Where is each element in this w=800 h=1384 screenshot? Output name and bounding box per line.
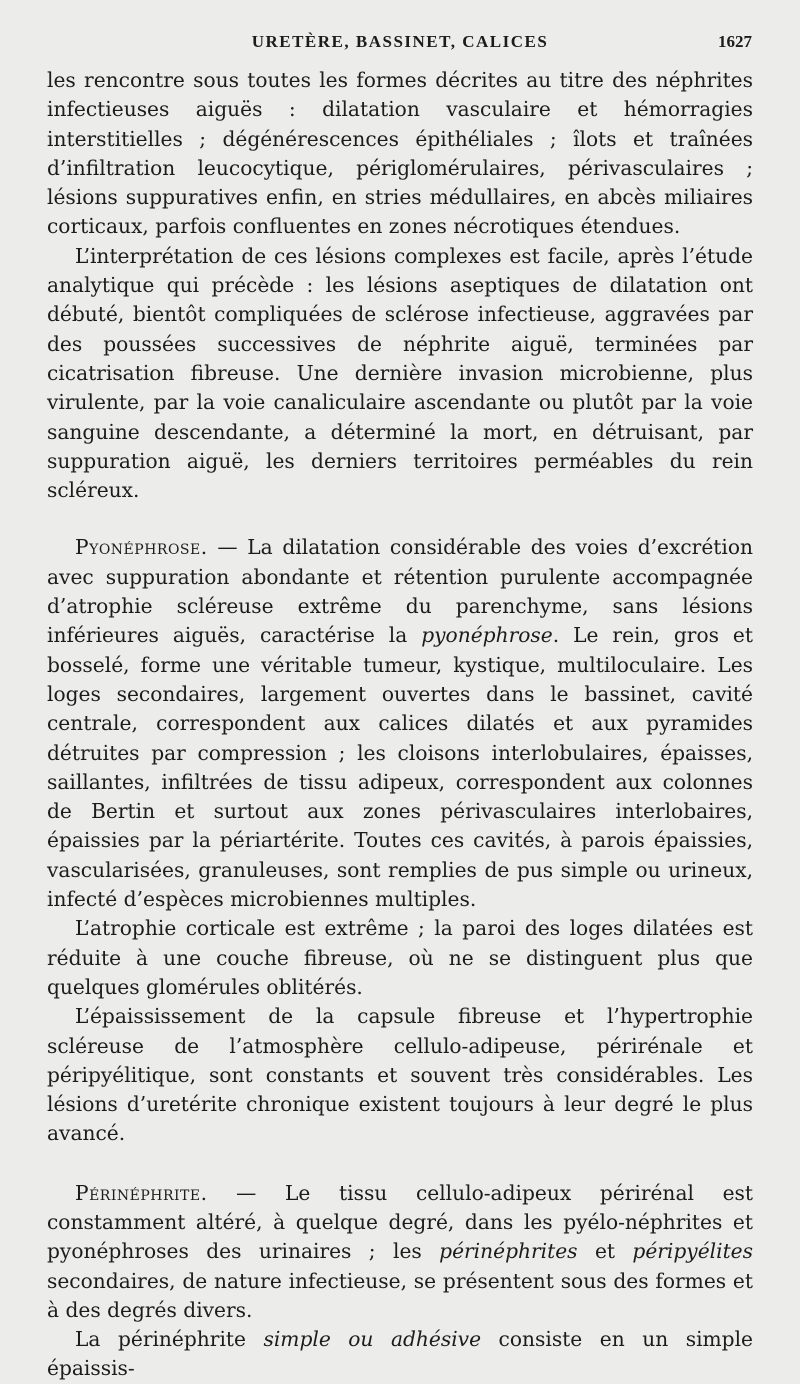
paragraph-atrophie: L’atrophie corticale est extrême ; la paroi des loges dilatées est réduite à une couche fibreuse, où ne se distinguent plus que quelques glomérules oblitérés. [47,916,753,999]
paragraph-1: les rencontre sous toutes les formes décrites au titre des néphrites infectieuses aiguës : dilatation vasculaire et hémorragies interstitielles ; dégénérescences épithéliales ; îlots et traînées d’infiltration leucocytique, périglomérulaires, périvasculaires ; lésions suppuratives enfin, en stries médullaires, en abcès miliaires corticaux, parfois confluentes en zones nécrotiques étendues. [47,68,753,239]
section-heading-perinephrite: Périnéphrite. [75,1180,208,1205]
paragraph-text: et [577,1239,633,1264]
section-heading-pyonephrose: Pyonéphrose. [75,535,208,560]
paragraph-text: secondaires, de nature infectieuse, se présentent sous des formes et à des degrés divers. [47,1268,753,1322]
page-header [48,32,752,60]
section-divider [47,505,753,533]
paragraph-perinephrite-simple [47,1325,753,1384]
paragraph-text: consiste en un simple épaissis- [47,1327,754,1381]
running-title: URETÈRE, BASSINET, CALICES [251,32,549,51]
body-text [47,66,753,1384]
paragraph-text: — Le tissu cellulo-adipeux périrénal est constamment altéré, à quelque degré, dans les pyélo-néphrites et pyonéphroses des urinaires ; les [47,1180,753,1264]
italic-term: pyonéphrose [421,623,553,648]
section-divider [47,1149,753,1179]
italic-term: périnéphrites [439,1239,578,1264]
paragraph-text: . Le rein, gros et bosselé, forme une véritable tumeur, kystique, multiloculaire. Les loges secondaires, largement ouvertes dans le bassinet, cavité centrale, correspondent aux calices dilatés et aux pyramides détruites par compression ; les cloisons interlobulaires, épaisses, saillantes, infiltrées de tissu adipeux, correspondent aux colonnes de Bertin et surtout aux zones périvasculaires interlobaires, épaissies par la périartérite. Toutes ces cavités, à parois épaissies, vascularisées, granuleuses, sont remplies de pus simple ou urineux, infecté d’espèces microbiennes multiples. [47,623,753,912]
paragraph-text: — La dilatation considérable des voies d’excrétion avec suppuration abondante et rétention purulente accompagnée d’atrophie scléreuse extrême du parenchyme, sans lésions inférieures aiguës, caractérise la [47,535,753,648]
paragraph-epaississement: L’épaississement de la capsule fibreuse et l’hypertrophie scléreuse de l’atmosphère cellulo-adipeuse, périrénale et péripyélitique, sont constants et souvent très considérables. Les lésions d’uretérite chronique existent toujours à leur degré le plus avancé. [47,1004,753,1146]
italic-term: simple ou adhésive [263,1327,482,1352]
paragraph-perinephrite [47,1179,753,1325]
page-number: 1627 [718,32,752,51]
paragraph-pyonephrose [47,533,753,914]
italic-term: péripyélites [632,1239,753,1264]
paragraph-text: La périnéphrite [75,1327,264,1352]
paragraph-2: L’interprétation de ces lésions complexes est facile, après l’étude analytique qui précède : les lésions aseptiques de dilatation ont débuté, bientôt compliquées de sclérose infectieuse, aggravées par des poussées successives de néphrite aiguë, terminées par cicatrisation fibreuse. Une dernière invasion microbienne, plus virulente, par la voie canaliculaire ascendante ou plutôt par la voie sanguine descendante, a déterminé la mort, en détruisant, par suppuration aiguë, les derniers territoires perméables du rein scléreux. [47,243,753,503]
